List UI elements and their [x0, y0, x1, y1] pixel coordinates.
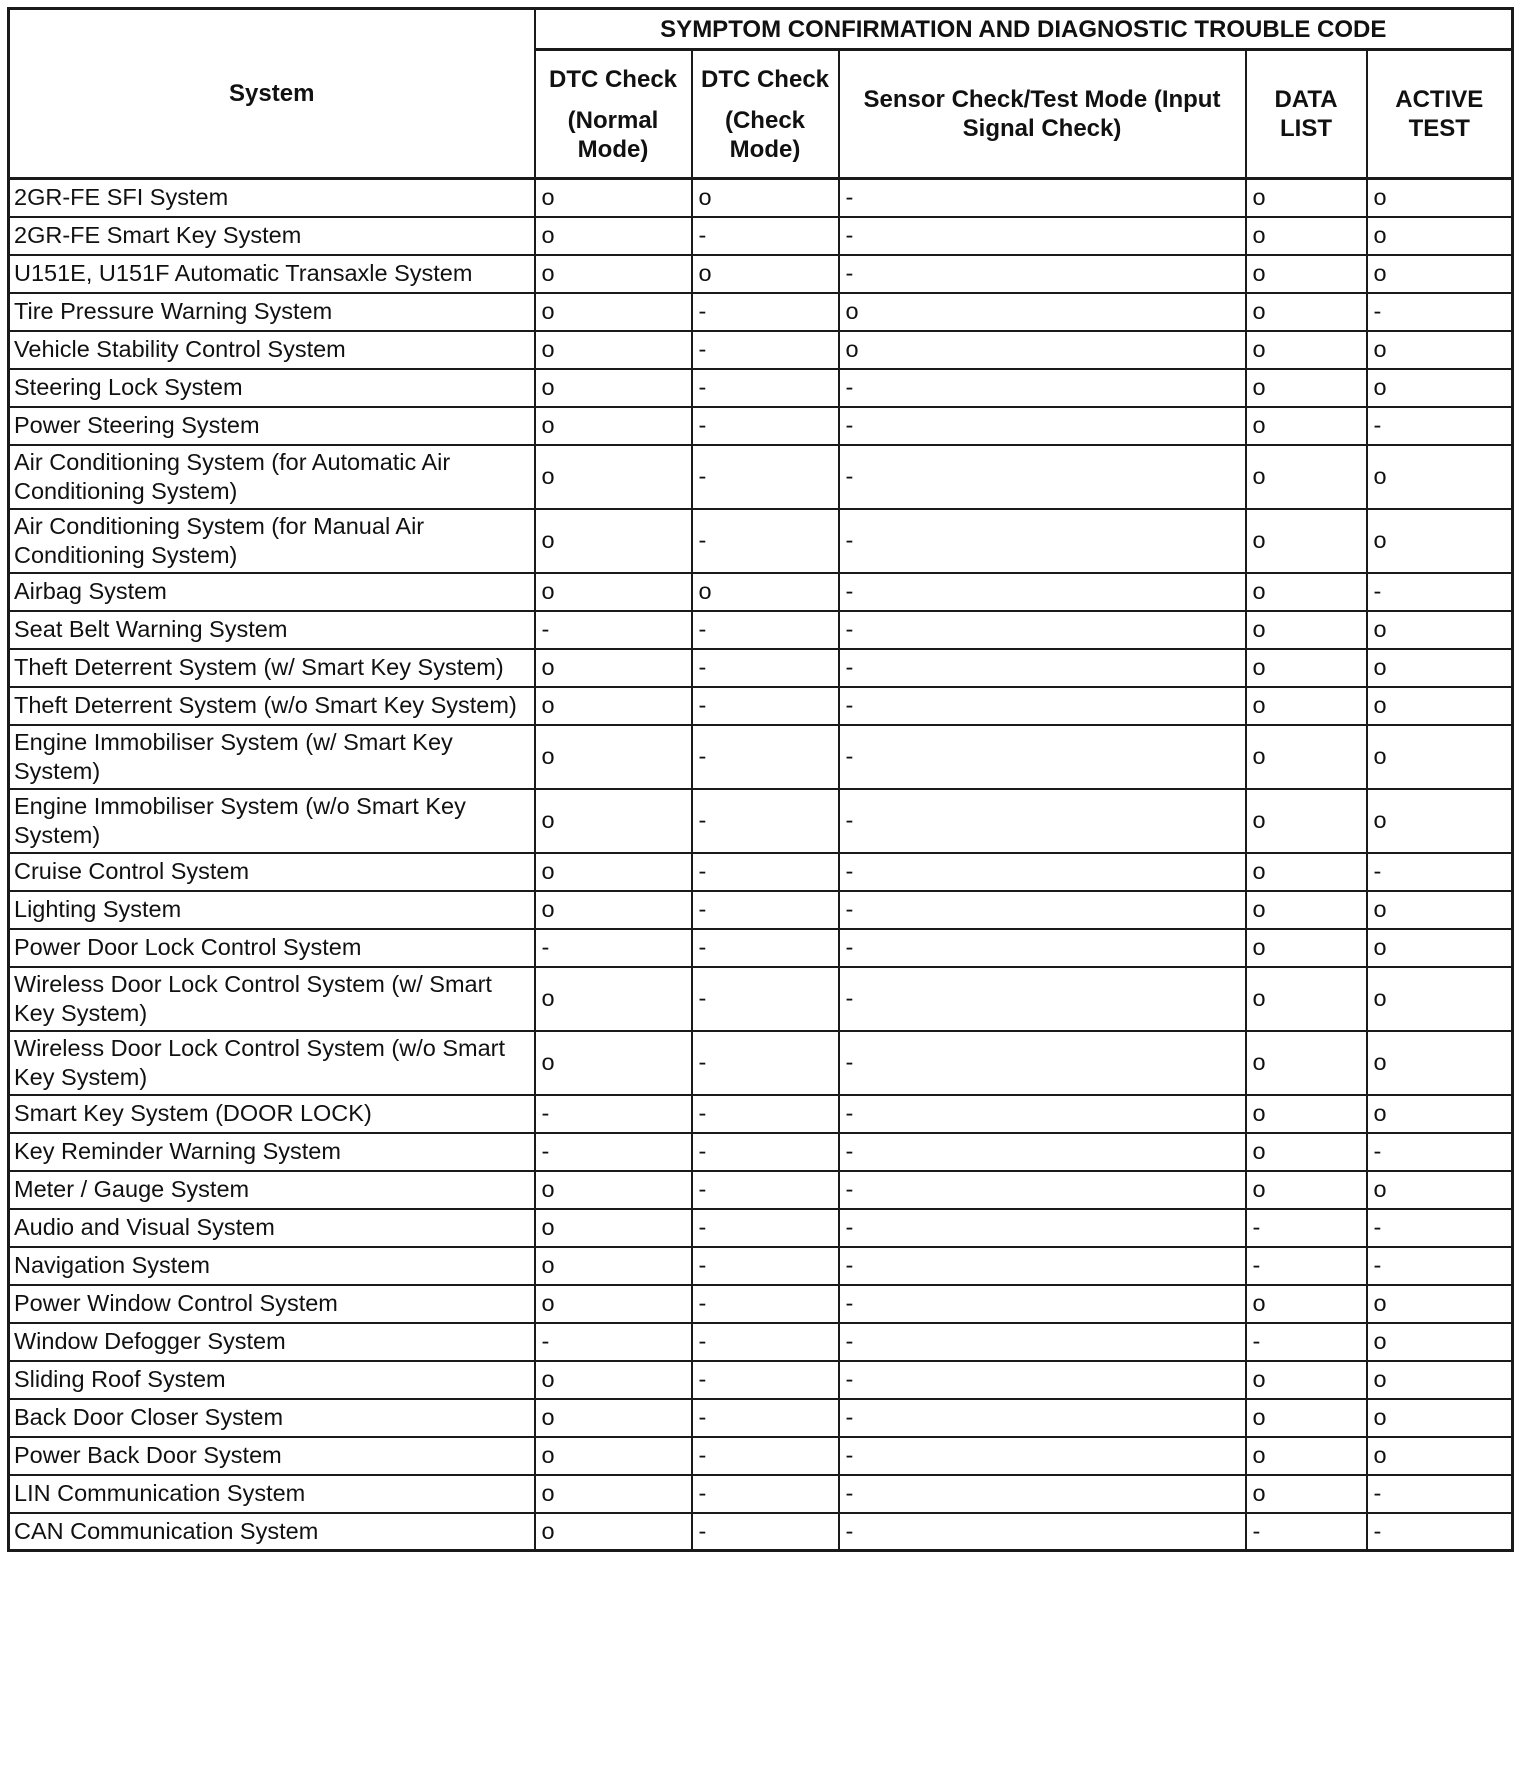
dtc-check-cell: - [692, 853, 839, 891]
sensor-check-cell: - [839, 1095, 1246, 1133]
active-test-cell: o [1367, 611, 1513, 649]
diagnostic-table [7, 7, 1514, 1552]
active-test-cell: - [1367, 293, 1513, 331]
data-list-cell: o [1246, 789, 1367, 853]
header-data-list: DATA LIST [1246, 50, 1367, 179]
sensor-check-cell: - [839, 1437, 1246, 1475]
system-name-cell: Power Steering System [9, 407, 535, 445]
dtc-normal-cell: o [535, 891, 692, 929]
table-row [9, 649, 1513, 687]
data-list-cell: o [1246, 891, 1367, 929]
active-test-cell: o [1367, 1031, 1513, 1095]
dtc-check-cell: - [692, 1095, 839, 1133]
data-list-cell: o [1246, 1133, 1367, 1171]
system-name-cell: Navigation System [9, 1247, 535, 1285]
table-row [9, 1095, 1513, 1133]
table-row [9, 217, 1513, 255]
dtc-check-cell: - [692, 789, 839, 853]
active-test-cell: o [1367, 929, 1513, 967]
system-name-cell: Power Window Control System [9, 1285, 535, 1323]
table-row [9, 1171, 1513, 1209]
dtc-check-cell: - [692, 649, 839, 687]
active-test-cell: o [1367, 1171, 1513, 1209]
system-name-cell: Sliding Roof System [9, 1361, 535, 1399]
sensor-check-cell: - [839, 967, 1246, 1031]
table-row [9, 1513, 1513, 1551]
dtc-normal-cell: o [535, 725, 692, 789]
sensor-check-cell: - [839, 1475, 1246, 1513]
sensor-check-cell: - [839, 369, 1246, 407]
sensor-check-cell: o [839, 331, 1246, 369]
header-dtc-normal-line1: DTC Check [548, 65, 678, 93]
sensor-check-cell: - [839, 217, 1246, 255]
active-test-cell: - [1367, 1247, 1513, 1285]
active-test-cell: o [1367, 369, 1513, 407]
dtc-normal-cell: o [535, 1475, 692, 1513]
data-list-cell: o [1246, 853, 1367, 891]
dtc-normal-cell: o [535, 789, 692, 853]
table-row [9, 1437, 1513, 1475]
dtc-check-cell: - [692, 1133, 839, 1171]
sensor-check-cell: o [839, 293, 1246, 331]
active-test-cell: o [1367, 967, 1513, 1031]
data-list-cell: o [1246, 331, 1367, 369]
dtc-normal-cell: o [535, 967, 692, 1031]
header-dtc-check-line1: DTC Check [700, 65, 830, 93]
system-name-cell: Back Door Closer System [9, 1399, 535, 1437]
data-list-cell: - [1246, 1209, 1367, 1247]
table-row [9, 611, 1513, 649]
sensor-check-cell: - [839, 789, 1246, 853]
dtc-check-cell: - [692, 445, 839, 509]
active-test-cell: o [1367, 725, 1513, 789]
dtc-check-cell: - [692, 1399, 839, 1437]
sensor-check-cell: - [839, 1209, 1246, 1247]
dtc-check-cell: - [692, 217, 839, 255]
dtc-normal-cell: - [535, 611, 692, 649]
data-list-cell: o [1246, 255, 1367, 293]
header-sensor-check: Sensor Check/Test Mode (Input Signal Check) [839, 50, 1246, 179]
sensor-check-cell: - [839, 1031, 1246, 1095]
table-row [9, 293, 1513, 331]
data-list-cell: o [1246, 445, 1367, 509]
dtc-check-cell: - [692, 1285, 839, 1323]
system-name-cell: 2GR-FE SFI System [9, 179, 535, 217]
table-row [9, 1133, 1513, 1171]
dtc-normal-cell: o [535, 1031, 692, 1095]
dtc-check-cell: - [692, 407, 839, 445]
active-test-cell: o [1367, 509, 1513, 573]
table-row [9, 1247, 1513, 1285]
dtc-check-cell: - [692, 1437, 839, 1475]
system-name-cell: Air Conditioning System (for Automatic Air Conditioning System) [9, 445, 535, 509]
table-row [9, 179, 1513, 217]
active-test-cell: o [1367, 1285, 1513, 1323]
active-test-cell: o [1367, 1095, 1513, 1133]
dtc-normal-cell: o [535, 1513, 692, 1551]
header-system: System [9, 9, 535, 179]
active-test-cell: o [1367, 1323, 1513, 1361]
dtc-check-cell: - [692, 967, 839, 1031]
sensor-check-cell: - [839, 1399, 1246, 1437]
header-dtc-check [692, 50, 839, 179]
system-name-cell: Meter / Gauge System [9, 1171, 535, 1209]
data-list-cell: o [1246, 1399, 1367, 1437]
table-row [9, 891, 1513, 929]
system-name-cell: Power Back Door System [9, 1437, 535, 1475]
dtc-check-cell: - [692, 369, 839, 407]
active-test-cell: o [1367, 687, 1513, 725]
active-test-cell: - [1367, 1513, 1513, 1551]
data-list-cell: o [1246, 967, 1367, 1031]
table-row [9, 407, 1513, 445]
dtc-check-cell: - [692, 1475, 839, 1513]
dtc-normal-cell: o [535, 331, 692, 369]
dtc-check-cell: - [692, 611, 839, 649]
dtc-check-cell: - [692, 1361, 839, 1399]
sensor-check-cell: - [839, 1361, 1246, 1399]
header-active-test: ACTIVE TEST [1367, 50, 1513, 179]
active-test-cell: - [1367, 1133, 1513, 1171]
system-name-cell: CAN Communication System [9, 1513, 535, 1551]
system-name-cell: Power Door Lock Control System [9, 929, 535, 967]
sensor-check-cell: - [839, 1323, 1246, 1361]
dtc-normal-cell: o [535, 217, 692, 255]
table-row [9, 509, 1513, 573]
system-name-cell: 2GR-FE Smart Key System [9, 217, 535, 255]
data-list-cell: o [1246, 649, 1367, 687]
system-name-cell: U151E, U151F Automatic Transaxle System [9, 255, 535, 293]
system-name-cell: Cruise Control System [9, 853, 535, 891]
system-name-cell: Steering Lock System [9, 369, 535, 407]
sensor-check-cell: - [839, 255, 1246, 293]
table-row [9, 1361, 1513, 1399]
data-list-cell: - [1246, 1513, 1367, 1551]
active-test-cell: o [1367, 179, 1513, 217]
table-body [9, 179, 1513, 1551]
system-name-cell: Theft Deterrent System (w/o Smart Key System) [9, 687, 535, 725]
table-row [9, 929, 1513, 967]
table-row [9, 725, 1513, 789]
dtc-normal-cell: o [535, 573, 692, 611]
dtc-normal-cell: o [535, 179, 692, 217]
sensor-check-cell: - [839, 573, 1246, 611]
table-row [9, 967, 1513, 1031]
system-name-cell: Lighting System [9, 891, 535, 929]
data-list-cell: o [1246, 509, 1367, 573]
dtc-normal-cell: o [535, 255, 692, 293]
data-list-cell: o [1246, 1285, 1367, 1323]
system-name-cell: Engine Immobiliser System (w/o Smart Key System) [9, 789, 535, 853]
active-test-cell: o [1367, 789, 1513, 853]
data-list-cell: o [1246, 217, 1367, 255]
sensor-check-cell: - [839, 407, 1246, 445]
table-row [9, 789, 1513, 853]
data-list-cell: o [1246, 725, 1367, 789]
active-test-cell: - [1367, 573, 1513, 611]
table-row [9, 1209, 1513, 1247]
table-row [9, 687, 1513, 725]
dtc-check-cell: o [692, 255, 839, 293]
sensor-check-cell: - [839, 509, 1246, 573]
sensor-check-cell: - [839, 725, 1246, 789]
data-list-cell: o [1246, 929, 1367, 967]
system-name-cell: Engine Immobiliser System (w/ Smart Key System) [9, 725, 535, 789]
data-list-cell: - [1246, 1323, 1367, 1361]
sensor-check-cell: - [839, 1133, 1246, 1171]
dtc-check-cell: - [692, 1513, 839, 1551]
active-test-cell: o [1367, 331, 1513, 369]
system-name-cell: Vehicle Stability Control System [9, 331, 535, 369]
dtc-normal-cell: o [535, 293, 692, 331]
active-test-cell: o [1367, 1437, 1513, 1475]
header-dtc-normal [535, 50, 692, 179]
data-list-cell: - [1246, 1247, 1367, 1285]
system-name-cell: Wireless Door Lock Control System (w/o Smart Key System) [9, 1031, 535, 1095]
dtc-normal-cell: o [535, 407, 692, 445]
table-row [9, 1031, 1513, 1095]
system-name-cell: Wireless Door Lock Control System (w/ Smart Key System) [9, 967, 535, 1031]
active-test-cell: o [1367, 649, 1513, 687]
system-name-cell: Theft Deterrent System (w/ Smart Key System) [9, 649, 535, 687]
table-row [9, 1323, 1513, 1361]
table-row [9, 255, 1513, 293]
dtc-normal-cell: o [535, 1247, 692, 1285]
data-list-cell: o [1246, 1361, 1367, 1399]
data-list-cell: o [1246, 179, 1367, 217]
data-list-cell: o [1246, 1171, 1367, 1209]
active-test-cell: o [1367, 217, 1513, 255]
sensor-check-cell: - [839, 611, 1246, 649]
data-list-cell: o [1246, 1031, 1367, 1095]
header-dtc-normal-line2: (Normal Mode) [567, 106, 659, 163]
data-list-cell: o [1246, 573, 1367, 611]
sensor-check-cell: - [839, 929, 1246, 967]
dtc-check-cell: o [692, 573, 839, 611]
active-test-cell: o [1367, 445, 1513, 509]
active-test-cell: o [1367, 255, 1513, 293]
system-name-cell: LIN Communication System [9, 1475, 535, 1513]
table-row [9, 445, 1513, 509]
dtc-check-cell: - [692, 687, 839, 725]
active-test-cell: - [1367, 1475, 1513, 1513]
dtc-normal-cell: o [535, 1399, 692, 1437]
sensor-check-cell: - [839, 687, 1246, 725]
table-row [9, 1285, 1513, 1323]
dtc-check-cell: - [692, 891, 839, 929]
data-list-cell: o [1246, 1437, 1367, 1475]
sensor-check-cell: - [839, 179, 1246, 217]
system-name-cell: Smart Key System (DOOR LOCK) [9, 1095, 535, 1133]
active-test-cell: o [1367, 1399, 1513, 1437]
dtc-normal-cell: o [535, 445, 692, 509]
table-row [9, 1475, 1513, 1513]
sensor-check-cell: - [839, 1513, 1246, 1551]
dtc-normal-cell: - [535, 929, 692, 967]
data-list-cell: o [1246, 369, 1367, 407]
data-list-cell: o [1246, 1475, 1367, 1513]
sensor-check-cell: - [839, 445, 1246, 509]
table-row [9, 573, 1513, 611]
dtc-normal-cell: o [535, 687, 692, 725]
active-test-cell: - [1367, 407, 1513, 445]
system-name-cell: Audio and Visual System [9, 1209, 535, 1247]
dtc-check-cell: - [692, 1171, 839, 1209]
header-group: SYMPTOM CONFIRMATION AND DIAGNOSTIC TROUBLE CODE [535, 9, 1513, 50]
active-test-cell: - [1367, 1209, 1513, 1247]
dtc-check-cell: - [692, 509, 839, 573]
system-name-cell: Airbag System [9, 573, 535, 611]
system-name-cell: Air Conditioning System (for Manual Air Conditioning System) [9, 509, 535, 573]
dtc-normal-cell: o [535, 509, 692, 573]
sensor-check-cell: - [839, 891, 1246, 929]
dtc-check-cell: - [692, 1247, 839, 1285]
table-row [9, 853, 1513, 891]
dtc-normal-cell: o [535, 369, 692, 407]
dtc-normal-cell: - [535, 1133, 692, 1171]
dtc-normal-cell: o [535, 1285, 692, 1323]
dtc-normal-cell: - [535, 1095, 692, 1133]
dtc-check-cell: - [692, 1209, 839, 1247]
table-row [9, 1399, 1513, 1437]
dtc-normal-cell: - [535, 1323, 692, 1361]
system-name-cell: Key Reminder Warning System [9, 1133, 535, 1171]
system-name-cell: Seat Belt Warning System [9, 611, 535, 649]
data-list-cell: o [1246, 611, 1367, 649]
active-test-cell: - [1367, 853, 1513, 891]
dtc-normal-cell: o [535, 853, 692, 891]
sensor-check-cell: - [839, 1171, 1246, 1209]
dtc-normal-cell: o [535, 1437, 692, 1475]
dtc-check-cell: - [692, 929, 839, 967]
dtc-normal-cell: o [535, 1171, 692, 1209]
sensor-check-cell: - [839, 649, 1246, 687]
sensor-check-cell: - [839, 1285, 1246, 1323]
table-row [9, 331, 1513, 369]
sensor-check-cell: - [839, 1247, 1246, 1285]
dtc-check-cell: - [692, 1323, 839, 1361]
dtc-check-cell: - [692, 725, 839, 789]
dtc-normal-cell: o [535, 1361, 692, 1399]
dtc-check-cell: - [692, 1031, 839, 1095]
dtc-check-cell: - [692, 331, 839, 369]
system-name-cell: Tire Pressure Warning System [9, 293, 535, 331]
dtc-normal-cell: o [535, 1209, 692, 1247]
dtc-normal-cell: o [535, 649, 692, 687]
data-list-cell: o [1246, 687, 1367, 725]
dtc-check-cell: o [692, 179, 839, 217]
system-name-cell: Window Defogger System [9, 1323, 535, 1361]
dtc-check-cell: - [692, 293, 839, 331]
active-test-cell: o [1367, 1361, 1513, 1399]
table-row [9, 369, 1513, 407]
active-test-cell: o [1367, 891, 1513, 929]
data-list-cell: o [1246, 293, 1367, 331]
data-list-cell: o [1246, 1095, 1367, 1133]
data-list-cell: o [1246, 407, 1367, 445]
sensor-check-cell: - [839, 853, 1246, 891]
header-dtc-check-line2: (Check Mode) [724, 106, 806, 163]
